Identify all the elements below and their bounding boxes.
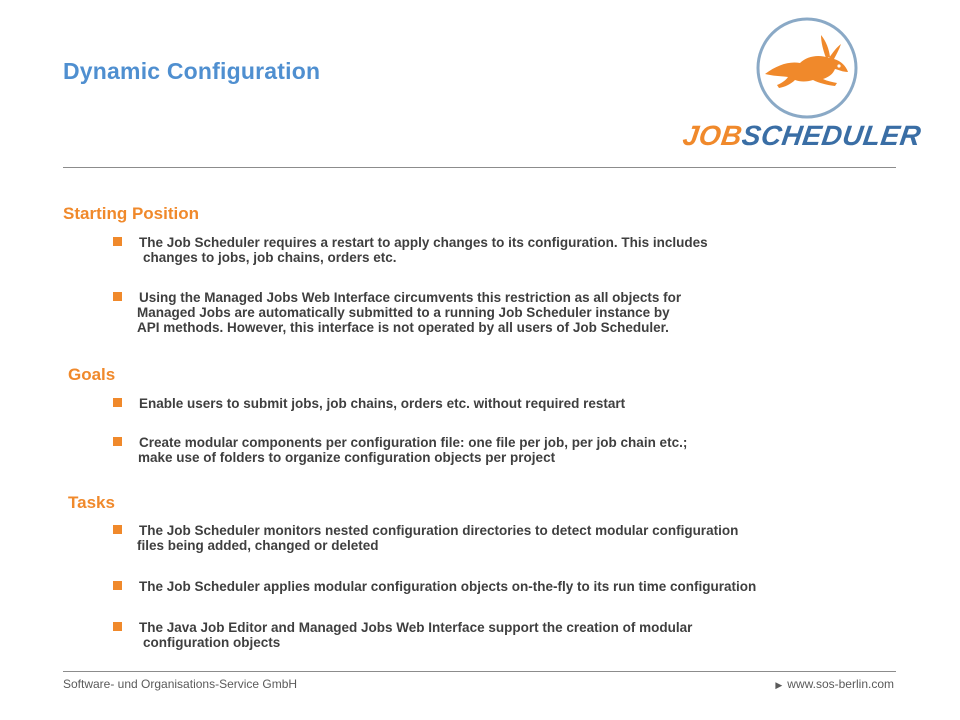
bullet-square-icon bbox=[113, 398, 122, 407]
section-heading-starting-position: Starting Position bbox=[63, 204, 199, 223]
jobscheduler-logo bbox=[676, 14, 924, 164]
section-heading-tasks: Tasks bbox=[68, 493, 115, 512]
bullet-square-icon bbox=[113, 525, 122, 534]
logo-wordmark: JOBSCHEDULER bbox=[680, 120, 924, 151]
bullet-square-icon bbox=[113, 437, 122, 446]
page-title: Dynamic Configuration bbox=[63, 58, 321, 84]
bullet-square-icon bbox=[113, 581, 122, 590]
bullet-square-icon bbox=[113, 622, 122, 631]
footer-website-link[interactable] bbox=[775, 677, 894, 691]
header-divider bbox=[63, 167, 896, 168]
bullet-item: Create modular components per configuration file: one file per job, per job chain etc.; make use of folders to organize configuration objects per project bbox=[139, 435, 687, 465]
footer-divider bbox=[63, 671, 896, 672]
footer-url[interactable]: www.sos-berlin.com bbox=[787, 677, 894, 691]
bullet-item: Using the Managed Jobs Web Interface circumvents this restriction as all objects for Managed Jobs are automatically submitted to a running Job Scheduler instance by API methods. However, this interface is not operated by all users of Job Scheduler. bbox=[139, 290, 681, 335]
triangle-right-icon: ▶ bbox=[775, 680, 783, 690]
bullet-item: The Java Job Editor and Managed Jobs Web Interface support the creation of modular configuration objects bbox=[139, 620, 692, 650]
section-heading-goals: Goals bbox=[68, 365, 116, 384]
bullet-square-icon bbox=[113, 237, 122, 246]
footer-company: Software- und Organisations-Service GmbH bbox=[63, 677, 298, 691]
bullet-item: The Job Scheduler applies modular configuration objects on-the-fly to its run time configuration bbox=[139, 579, 756, 594]
rabbit-icon bbox=[755, 16, 859, 120]
bullet-item: Enable users to submit jobs, job chains, orders etc. without required restart bbox=[139, 396, 625, 411]
bullet-square-icon bbox=[113, 292, 122, 301]
bullet-item: The Job Scheduler monitors nested configuration directories to detect modular configuration files being added, changed or deleted bbox=[139, 523, 738, 553]
bullet-item: The Job Scheduler requires a restart to apply changes to its configuration. This includes changes to jobs, job chains, orders etc. bbox=[139, 235, 708, 265]
